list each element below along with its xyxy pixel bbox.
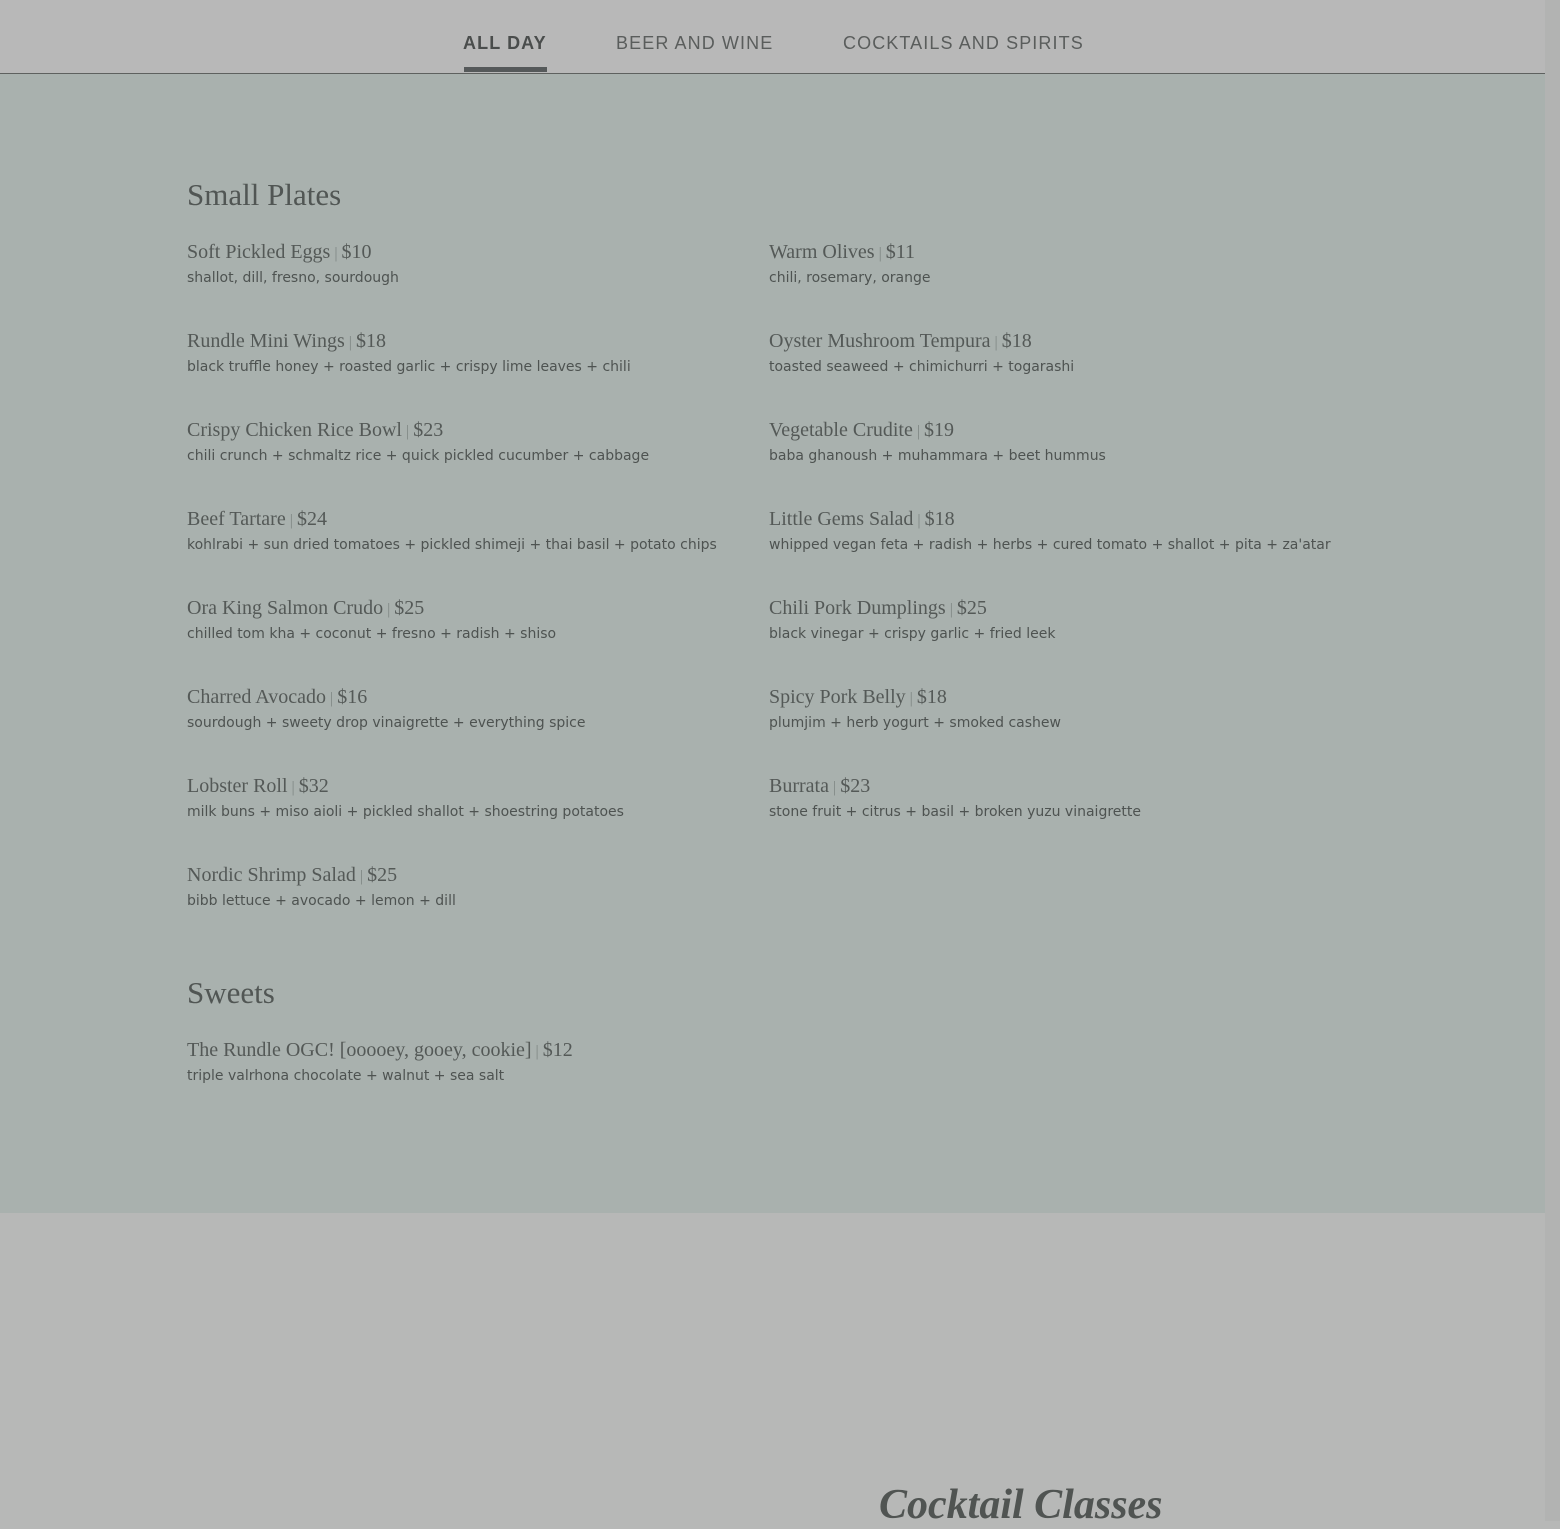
menu-item-heading — [187, 330, 747, 354]
menu-item-price: $23 — [840, 775, 871, 797]
menu-item-name: Nordic Shrimp Salad — [187, 864, 356, 886]
menu-item-name: Vegetable Crudite — [769, 419, 913, 441]
menu-item-description: shallot, dill, fresno, sourdough — [187, 270, 399, 286]
menu-item-description: bibb lettuce + avocado + lemon + dill — [187, 893, 456, 909]
menu-item — [187, 864, 747, 910]
price-separator: | — [291, 779, 295, 796]
menu-item-heading — [187, 775, 747, 799]
menu-item — [769, 419, 1329, 465]
menu-item — [187, 508, 747, 554]
menu-item-price: $18 — [916, 686, 947, 708]
menu-item — [769, 686, 1329, 732]
menu-item-name: Burrata — [769, 775, 829, 797]
menu-item-name: Little Gems Salad — [769, 508, 914, 530]
price-separator: | — [330, 690, 334, 707]
menu-item-price: $19 — [924, 419, 955, 441]
menu-item-name: Rundle Mini Wings — [187, 330, 345, 352]
price-separator: | — [405, 423, 410, 440]
menu-item-heading — [769, 775, 1329, 799]
menu-item-heading — [187, 1039, 747, 1063]
menu-item-price: $11 — [885, 241, 916, 263]
menu-item-description: toasted seaweed + chimichurri + togarashi — [769, 359, 1075, 375]
menu-item — [187, 330, 747, 376]
price-separator: | — [348, 334, 352, 351]
menu-item-name: Soft Pickled Eggs — [187, 241, 331, 263]
menu-item-heading — [769, 686, 1329, 710]
price-separator: | — [949, 601, 953, 618]
price-separator: | — [917, 512, 921, 529]
menu-item-name: Crispy Chicken Rice Bowl — [187, 419, 402, 441]
menu-item-description: baba ghanoush + muhammara + beet hummus — [769, 448, 1106, 464]
menu-item-price: $16 — [337, 686, 368, 708]
menu-item — [187, 241, 747, 287]
menu-item-description: black vinegar + crispy garlic + fried leek — [769, 626, 1056, 642]
price-separator: | — [289, 512, 293, 529]
menu-item-description: chilled tom kha + coconut + fresno + radish + shiso — [187, 626, 557, 642]
menu-item — [187, 686, 747, 732]
menu-item-price: $24 — [296, 508, 327, 530]
menu-item-heading — [187, 419, 747, 443]
price-separator: | — [916, 423, 921, 440]
menu-item-price: $18 — [924, 508, 955, 530]
menu-item-name: Beef Tartare — [187, 508, 286, 530]
price-separator: | — [994, 334, 998, 351]
menu-item-description: triple valrhona chocolate + walnut + sea salt — [187, 1068, 505, 1084]
menu-item-heading — [769, 330, 1329, 354]
menu-item-description: chili, rosemary, orange — [769, 270, 931, 286]
menu-panel — [0, 74, 1545, 1213]
section-title-small-plates: Small Plates — [187, 177, 342, 212]
menu-item-description: plumjim + herb yogurt + smoked cashew — [769, 715, 1061, 731]
menu-item-heading — [769, 597, 1329, 621]
menu-item — [769, 597, 1329, 643]
menu-item-name: Warm Olives — [769, 241, 875, 263]
menu-item-description: whipped vegan feta + radish + herbs + cured tomato + shallot + pita + za'atar — [769, 537, 1331, 553]
price-separator: | — [535, 1043, 539, 1060]
menu-item-price: $25 — [956, 597, 987, 619]
menu-item-heading — [187, 508, 747, 532]
menu-item-price: $12 — [542, 1039, 573, 1061]
menu-item-heading — [769, 419, 1329, 443]
menu-item-price: $18 — [355, 330, 386, 352]
menu-item-name: Charred Avocado — [187, 686, 327, 708]
menu-item-name: The Rundle OGC! [ooooey, gooey, cookie] — [187, 1039, 532, 1061]
menu-item-name: Spicy Pork Belly — [769, 686, 906, 708]
menu-item-description: sourdough + sweety drop vinaigrette + everything spice — [187, 715, 586, 731]
menu-item-description: chili crunch + schmaltz rice + quick pickled cucumber + cabbage — [187, 448, 650, 464]
menu-item-name: Oyster Mushroom Tempura — [769, 330, 991, 352]
cocktail-classes-heading: Cocktail Classes — [879, 1482, 1163, 1528]
menu-item-description: milk buns + miso aioli + pickled shallot + shoestring potatoes — [187, 804, 624, 820]
menu-item-price: $18 — [1001, 330, 1032, 352]
menu-tab-bar — [0, 0, 1545, 74]
tab-beer-and-wine[interactable]: BEER AND WINE — [616, 33, 774, 53]
menu-item-description: black truffle honey + roasted garlic + crispy lime leaves + chili — [187, 359, 631, 375]
menu-item-price: $23 — [413, 419, 444, 441]
menu-item — [769, 508, 1329, 554]
menu-item-heading — [187, 241, 747, 265]
scrollbar-track[interactable] — [1545, 0, 1560, 1521]
section-title-sweets: Sweets — [187, 975, 275, 1010]
price-separator: | — [832, 779, 837, 796]
menu-item — [769, 330, 1329, 376]
menu-item-name: Ora King Salmon Crudo — [187, 597, 384, 619]
menu-item-heading — [769, 241, 1329, 265]
price-separator: | — [387, 601, 391, 618]
price-separator: | — [909, 690, 913, 707]
menu-item — [769, 775, 1329, 821]
menu-item-heading — [769, 508, 1329, 532]
cocktail-classes-section — [0, 1213, 1545, 1528]
price-separator: | — [878, 245, 882, 262]
menu-item-price: $25 — [367, 864, 398, 886]
menu-item — [187, 1039, 747, 1085]
menu-item-description: kohlrabi + sun dried tomatoes + pickled shimeji + thai basil + potato chips — [187, 537, 717, 553]
tab-all-day[interactable]: ALL DAY — [463, 33, 547, 53]
menu-item-heading — [187, 686, 747, 710]
menu-item — [187, 775, 747, 821]
menu-item-price: $32 — [298, 775, 329, 797]
price-separator: | — [334, 245, 338, 262]
menu-item-name: Chili Pork Dumplings — [769, 597, 946, 619]
menu-item — [769, 241, 1329, 287]
menu-item-heading — [187, 864, 747, 888]
menu-item-name: Lobster Roll — [187, 775, 288, 797]
price-separator: | — [359, 868, 364, 885]
menu-item-price: $25 — [394, 597, 425, 619]
menu-item-description: stone fruit + citrus + basil + broken yuzu vinaigrette — [769, 804, 1141, 820]
menu-item-heading — [187, 597, 747, 621]
menu-item — [187, 419, 747, 465]
menu-item-price: $10 — [341, 241, 372, 263]
tab-cocktails-and-spirits[interactable]: COCKTAILS AND SPIRITS — [843, 33, 1084, 53]
menu-item — [187, 597, 747, 643]
